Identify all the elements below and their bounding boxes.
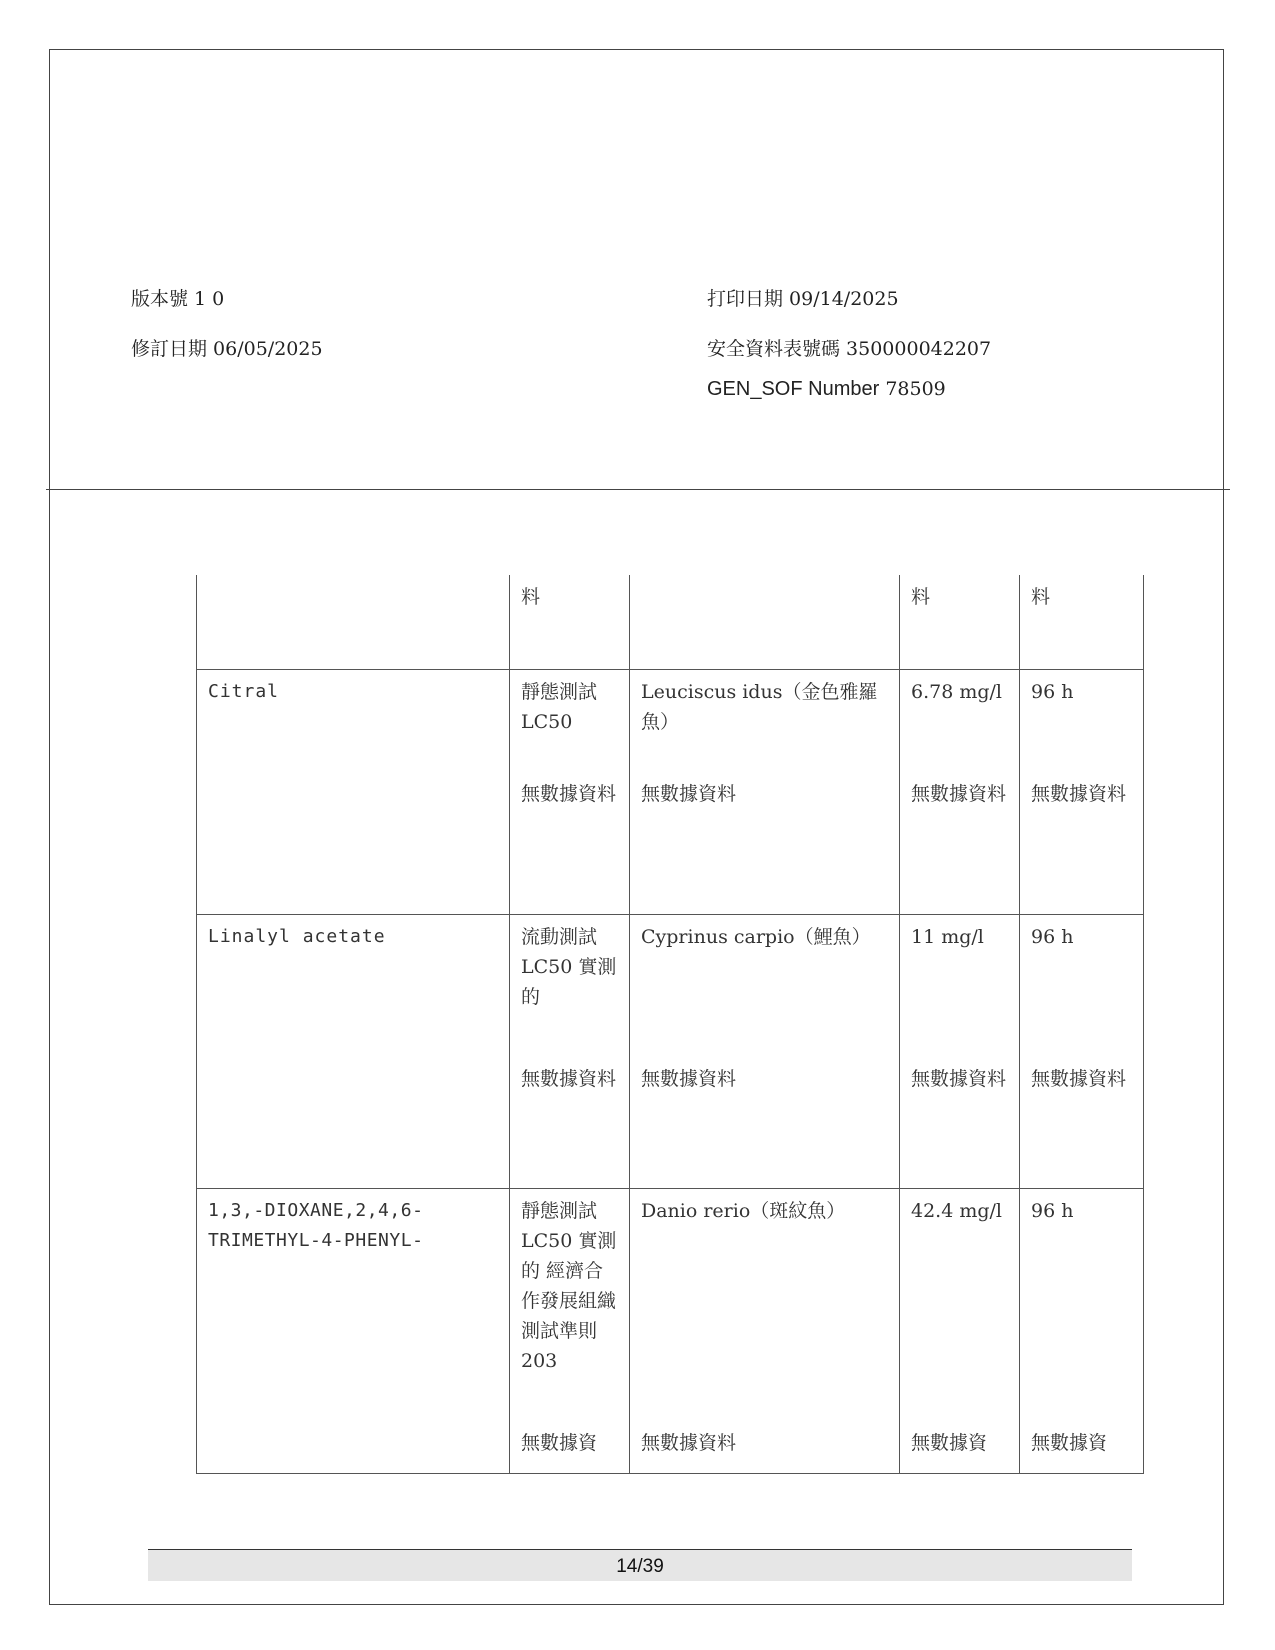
value-text: 無數據資 — [911, 1431, 988, 1454]
value-cell — [900, 914, 1020, 1188]
value-text: 6.78 mg/l — [911, 680, 1003, 703]
species-cell — [630, 914, 900, 1188]
test-type-text: 靜態測試 LC50 — [521, 680, 598, 733]
substance-cell — [197, 669, 510, 914]
test-type-text: 無數據資料 — [521, 782, 617, 805]
species-cell — [630, 1188, 900, 1473]
test-type-text: 料 — [521, 586, 541, 608]
duration-text: 無數據資 — [1031, 1431, 1108, 1454]
gen-sof-number — [707, 378, 946, 401]
test-type-text: 無數據資 — [521, 1431, 598, 1454]
table-cell — [510, 575, 630, 669]
species-text: 無數據資料 — [641, 1067, 737, 1090]
value-text: 無數據資料 — [911, 1067, 1007, 1090]
test-type-text: 流動測試 LC50 實測的 — [521, 925, 617, 1008]
ecotoxicity-table — [196, 575, 1144, 1474]
duration-cell — [1020, 1188, 1144, 1473]
table-cell — [630, 575, 900, 669]
version-number: 版本號 1 0 — [131, 288, 225, 310]
page-number: 14/39 — [616, 1556, 664, 1577]
species-text: 無數據資料 — [641, 1431, 737, 1454]
print-date: 打印日期 09/14/2025 — [707, 288, 899, 310]
sds-number: 安全資料表號碼 350000042207 — [707, 338, 992, 360]
revision-date: 修訂日期 06/05/2025 — [131, 338, 323, 360]
species-text: Danio rerio（斑紋魚） — [641, 1199, 846, 1222]
substance-name: Linalyl acetate — [208, 925, 386, 947]
value-text: 無數據資料 — [911, 782, 1007, 805]
species-cell — [630, 669, 900, 914]
value-text: 42.4 mg/l — [911, 1199, 1003, 1222]
substance-name: Citral — [208, 680, 280, 702]
test-type-cell — [510, 1188, 630, 1473]
substance-name: 1,3,-DIOXANE,2,4,6-TRIMETHYL-4-PHENYL- — [208, 1199, 424, 1251]
page-footer — [148, 1549, 1132, 1581]
table-cell — [197, 575, 510, 669]
test-type-text: 無數據資料 — [521, 1067, 617, 1090]
gen-sof-label: GEN_SOF Number — [707, 378, 880, 400]
test-type-cell — [510, 669, 630, 914]
table-row — [197, 914, 1144, 1188]
species-text: Leuciscus idus（金色雅羅魚） — [641, 680, 878, 733]
table-row — [197, 1188, 1144, 1473]
species-text: Cyprinus carpio（鯉魚） — [641, 925, 871, 948]
value-text: 料 — [911, 586, 931, 608]
duration-text: 無數據資料 — [1031, 782, 1127, 805]
substance-cell — [197, 1188, 510, 1473]
value-text: 11 mg/l — [911, 925, 984, 948]
header-divider — [46, 489, 1230, 490]
duration-cell — [1020, 914, 1144, 1188]
gen-sof-value: 78509 — [885, 378, 946, 400]
duration-text: 96 h — [1031, 925, 1074, 948]
substance-cell — [197, 914, 510, 1188]
duration-text: 無數據資料 — [1031, 1067, 1127, 1090]
species-text: 無數據資料 — [641, 782, 737, 805]
duration-text: 96 h — [1031, 1199, 1074, 1222]
test-type-cell — [510, 914, 630, 1188]
table-row-continuation — [197, 575, 1144, 669]
table-cell — [900, 575, 1020, 669]
table-row — [197, 669, 1144, 914]
table-cell — [1020, 575, 1144, 669]
duration-cell — [1020, 669, 1144, 914]
duration-text: 96 h — [1031, 680, 1074, 703]
value-cell — [900, 1188, 1020, 1473]
duration-text: 料 — [1031, 586, 1051, 608]
value-cell — [900, 669, 1020, 914]
test-type-text: 靜態測試 LC50 實測的 經濟合作發展組織測試準則203 — [521, 1199, 617, 1372]
